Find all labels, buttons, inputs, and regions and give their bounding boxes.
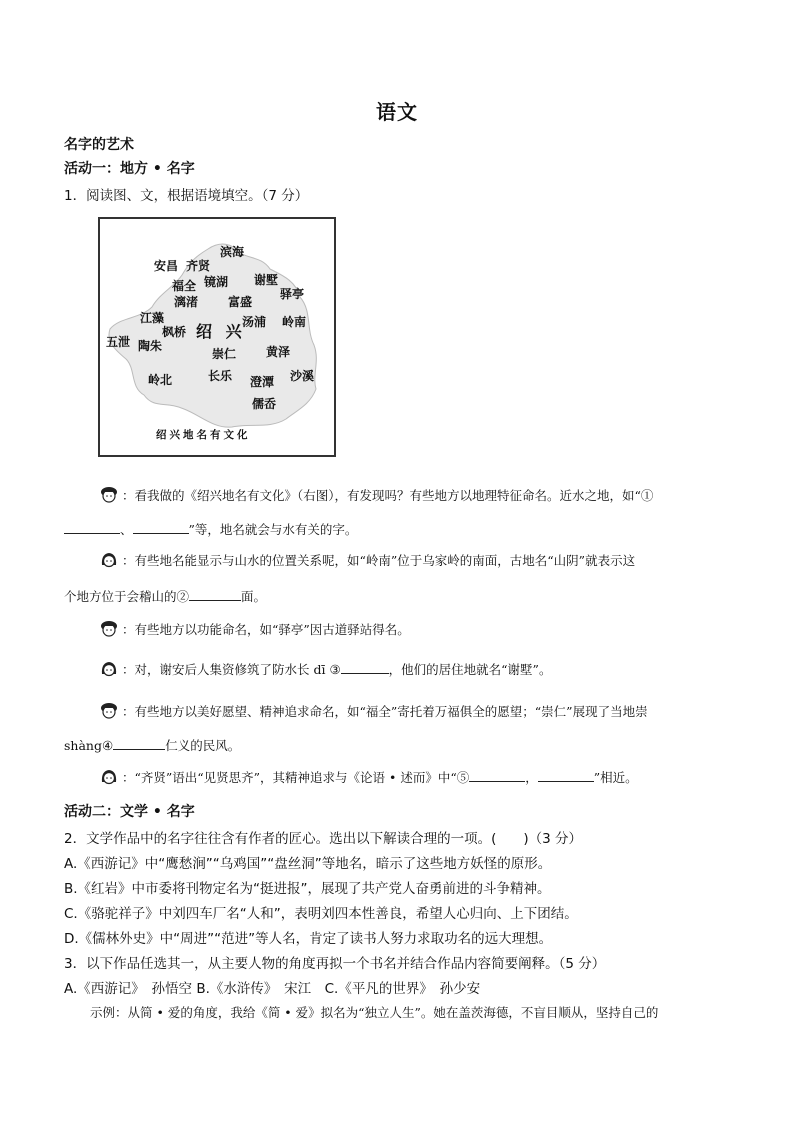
map-place-taozhu: 陶朱 <box>138 339 163 353</box>
activity2-heading: 活动二：文学 • 名字 <box>64 804 195 820</box>
map-place-fusheng: 富盛 <box>228 295 253 309</box>
map-place-lingnan: 岭南 <box>282 315 307 329</box>
map-place-jinghu: 镜湖 <box>204 275 229 289</box>
map-place-huangze: 黄泽 <box>266 345 291 359</box>
blank-1b[interactable] <box>133 532 189 534</box>
map-place-fengqiao: 枫桥 <box>162 325 187 339</box>
question-2-option-b[interactable]: B.《红岩》中市委将刊物定名为“挺进报”，展现了共产党人奋勇前进的斗争精神。 <box>64 881 551 897</box>
activity1-heading: 活动一：地方 • 名字 <box>64 161 195 177</box>
question-2-option-c[interactable]: C.《骆驼祥子》中刘四车厂名“人和”，表明刘四本性善良，希望人心归向、上下团结。 <box>64 906 578 922</box>
map-place-jiangzao: 江藻 <box>140 311 165 325</box>
map-place-shaxi: 沙溪 <box>290 369 315 383</box>
map-place-changle: 长乐 <box>208 369 233 383</box>
girl-avatar-icon <box>100 551 118 569</box>
blank-5b[interactable] <box>538 780 594 782</box>
section-heading: 名字的艺术 <box>64 137 134 153</box>
boy-avatar-icon <box>100 486 118 504</box>
map-caption: 绍兴地名有文化 <box>156 429 251 441</box>
map-place-ruao: 儒岙 <box>252 397 277 411</box>
girl-avatar-icon <box>100 768 118 786</box>
map-place-lingbei: 岭北 <box>148 373 173 387</box>
boy-avatar-icon <box>100 702 118 720</box>
map-place-xieshu: 谢墅 <box>254 273 279 287</box>
question-3: 3．以下作品任选其一，从主要人物的角度再拟一个书名并结合作品内容简要阐释。（5 分） <box>64 956 606 972</box>
map-place-tangpu: 汤浦 <box>242 315 267 329</box>
map-place-wuxie: 五泄 <box>106 335 131 349</box>
question-2: 2．文学作品中的名字往往含有作者的匠心。选出以下解读合理的一项。( )（3 分） <box>64 831 583 847</box>
girl-avatar-icon <box>100 660 118 678</box>
map-place-chengtan: 澄潭 <box>250 375 275 389</box>
map-place-lizhu: 漓渚 <box>174 295 199 309</box>
map-place-chongren: 崇仁 <box>212 347 237 361</box>
map-place-qixian: 齐贤 <box>186 259 211 273</box>
question-3-example: 示例：从简 • 爱的角度，我给《简 • 爱》拟名为“独立人生”。她在盖茨海德，不盲目顺从，坚持自己的 <box>90 1005 659 1020</box>
map-place-anchang: 安昌 <box>154 259 179 273</box>
map-place-fuquan: 福全 <box>172 279 197 293</box>
shaoxing-map-figure <box>98 217 336 457</box>
blank-4[interactable] <box>113 748 165 750</box>
blank-2[interactable] <box>189 599 241 601</box>
page-title: 语文 <box>376 100 418 124</box>
question-2-option-a[interactable]: A.《西游记》中“鹰愁涧”“乌鸡国”“盘丝洞”等地名，暗示了这些地方妖怪的原形。 <box>64 856 552 872</box>
question-3-options: A.《西游记》 孙悟空 B.《水浒传》 宋江 C.《平凡的世界》 孙少安 <box>64 981 481 997</box>
question-1: 1．阅读图、文，根据语境填空。（7 分） <box>64 188 309 204</box>
map-center-shaoxing: 绍 兴 <box>196 322 246 341</box>
blank-1a[interactable] <box>64 532 120 534</box>
exam-page: 语文 名字的艺术 活动一：地方 • 名字 1．阅读图、文，根据语境填空。（7 分） 滨海 安昌 齐贤 谢墅 福全 镜湖 驿亭 漓渚 富盛 江藻 汤浦 岭南 枫桥 绍 兴 五泄 陶朱 崇仁 黄泽 岭北 长乐 澄潭 沙溪 儒岙 绍兴地名有文化 ：看我做的《绍兴地名有文化》（右图），有发现吗？有些地方以地理特征命名。近水之地，如“① 、 ”等，地名就会与水有关的字。 ：有些地名能显示与山水的位置关系呢，如“岭南”位于乌家岭的南面，古地名“山阴”就表示这 个地方位于会稽山的② 面。 ：有些地方以功能命名，如“驿亭”因古道驿站得名。 ：对，谢安后人集资修筑了防水长 dī ③ ，他们的居住地就名“谢墅”。 ：有些地方以美好愿望、精神追求命名，如“福全”寄托着万福俱全的愿望；“崇仁”展现了当地崇 shàng④ 仁义的民风。 ：“齐贤”语出“见贤思齐”，其精神追求与《论语 • 述而》中“⑤ ， ”相近。 活动二：文学 • 名字 2．文学作品中的名字往往含有作者的匠心。选出以下解读合理的一项。( )（3 分） A.《西游记》中“鹰愁涧”“乌鸡国”“盘丝洞”等地名，暗示了这些地方妖怪的原形。 B.《红岩》中市委将刊物定名为“挺进报”，展现了共产党人奋勇前进的斗争精神。 C.《骆驼祥子》中刘四车厂名“人和”，表明刘四本性善良，希望人心归向、上下团结。 D.《儒林外史》中“周进”“范进”等人名，肯定了读书人努力求取功名的远大理想。 3．以下作品任选其一，从主要人物的角度再拟一个书名并结合作品内容简要阐释。（5 分） A.《西游记》 孙悟空 B.《水浒传》 宋江 C.《平凡的世界》 孙少安 示例：从简 • 爱的角度，我给《简 • 爱》拟名为“独立人生”。她在盖茨海德，不盲目顺从，坚持自己的 <box>0 0 794 1123</box>
question-2-option-d[interactable]: D.《儒林外史》中“周进”“范进”等人名，肯定了读书人努力求取功名的远大理想。 <box>64 931 553 947</box>
blank-5a[interactable] <box>469 780 525 782</box>
map-place-binhai: 滨海 <box>220 245 245 259</box>
boy-avatar-icon <box>100 620 118 638</box>
blank-3[interactable] <box>341 672 389 674</box>
map-place-yiting: 驿亭 <box>280 287 305 301</box>
